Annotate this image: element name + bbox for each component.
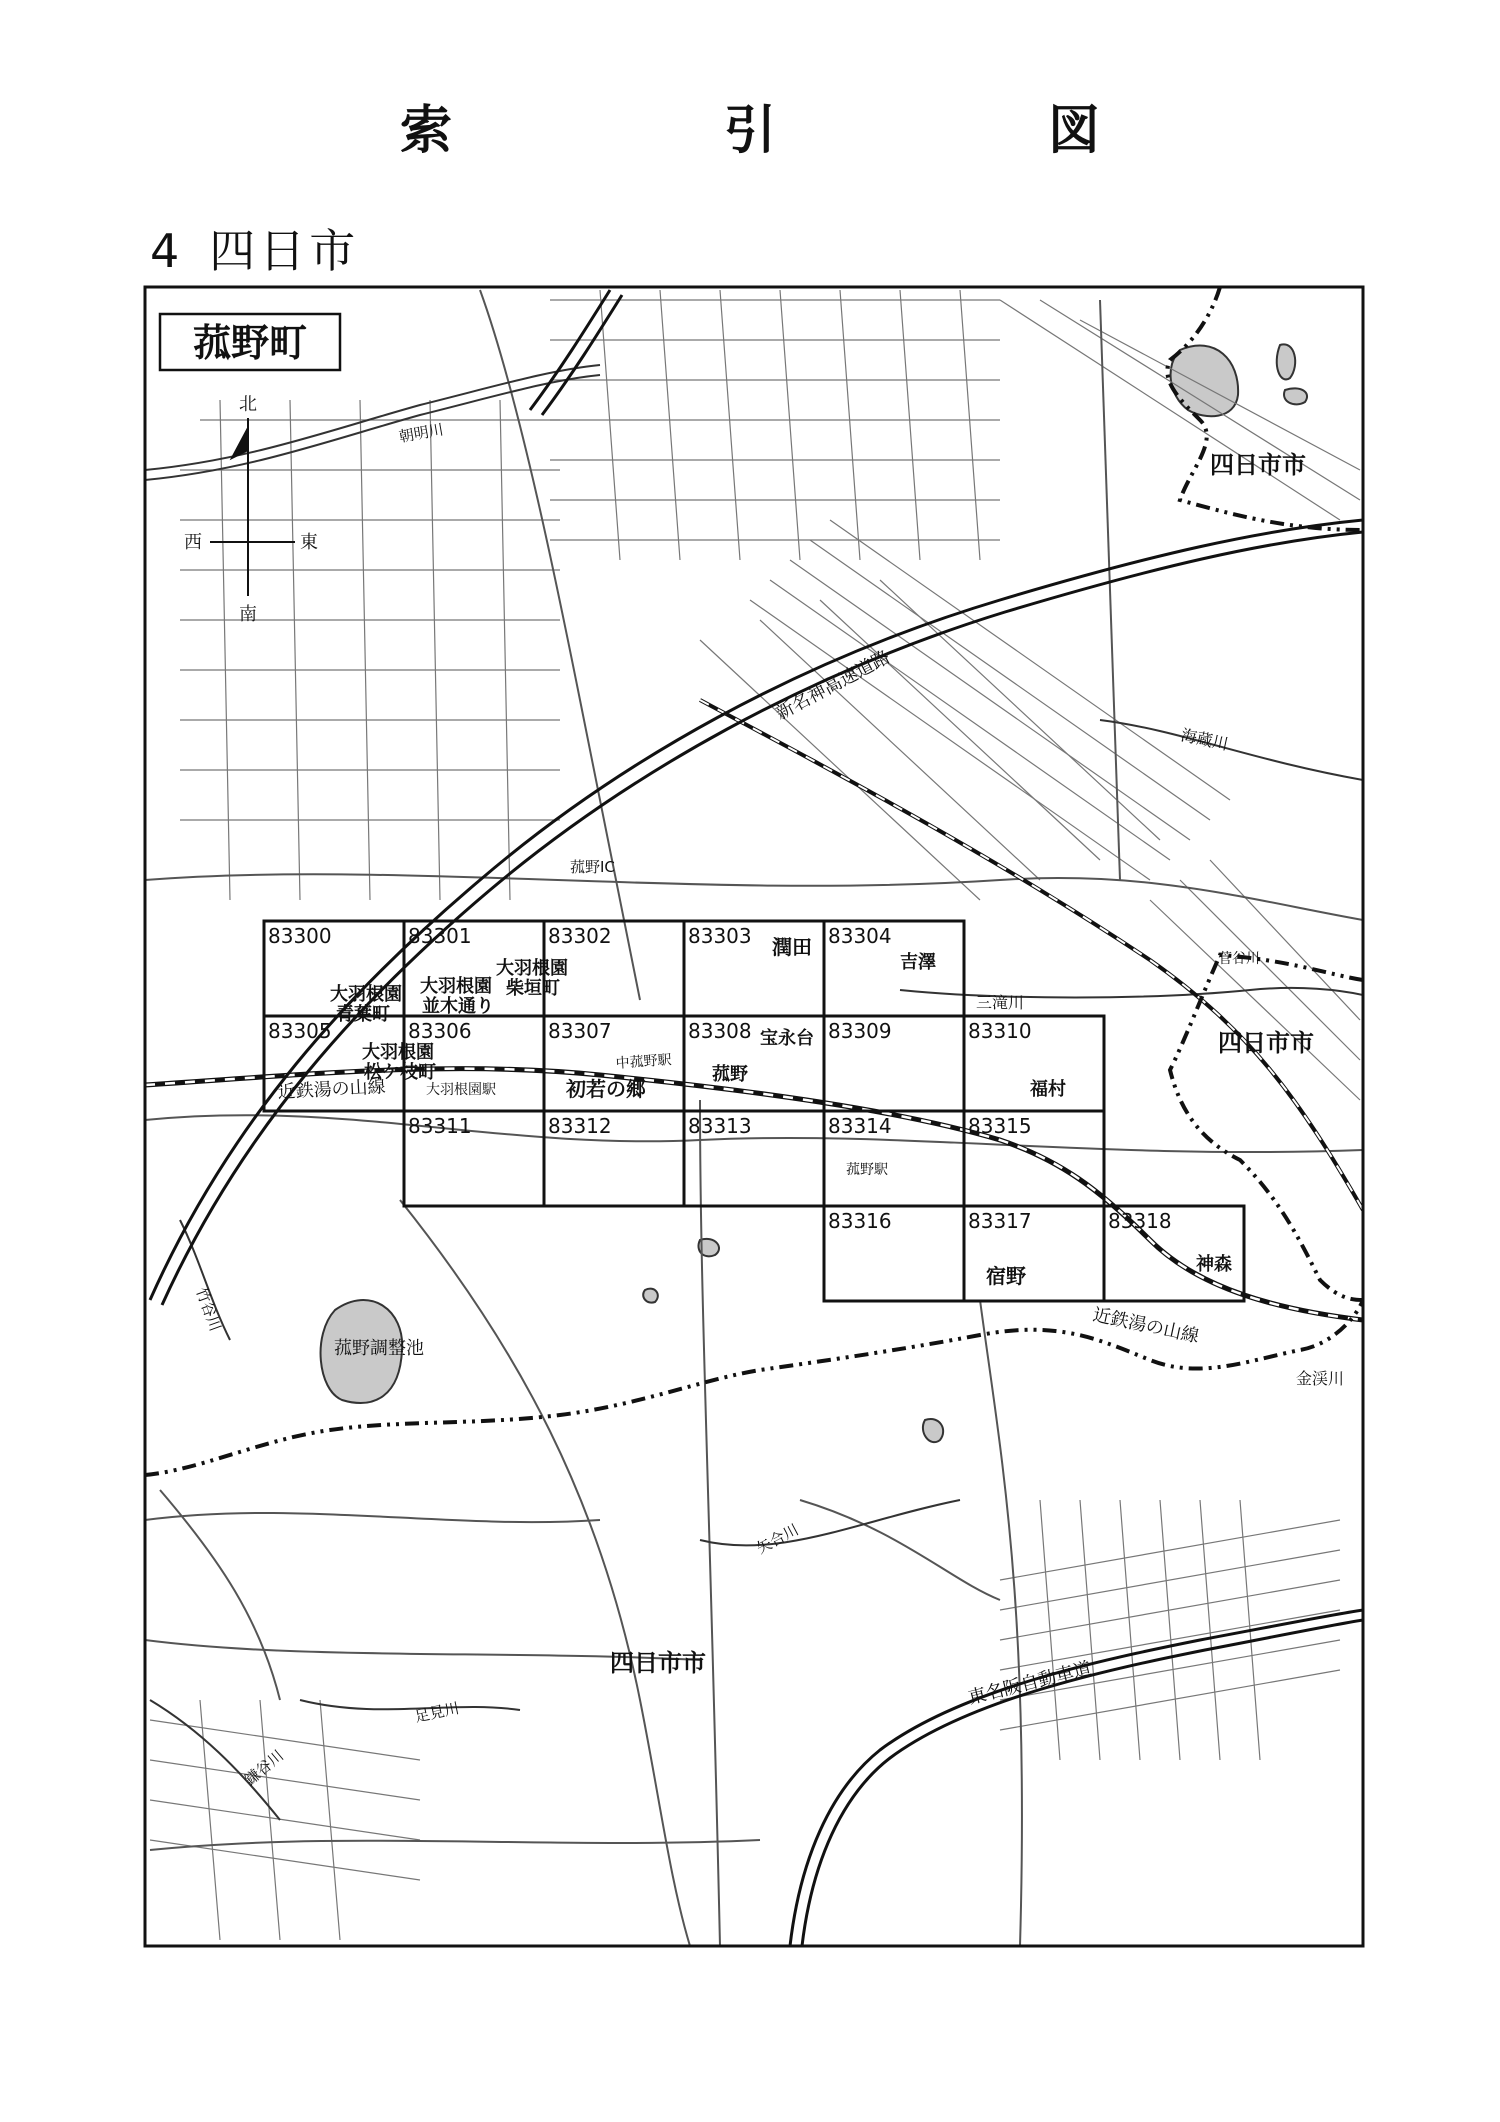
label-komono-station: 菰野駅 [846, 1162, 888, 1178]
label-asake-river: 朝明川 [397, 420, 446, 446]
grid-cell-label: 83302 [548, 924, 612, 948]
label-komono-pond: 菰野調整池 [334, 1338, 424, 1359]
label-kintetsu-2: 近鉄湯の山線 [1090, 1304, 1201, 1348]
urban-grid-south [150, 1500, 1340, 1940]
grid-cell-label: 83317 [968, 1209, 1032, 1233]
grid-cell-label: 83313 [688, 1114, 752, 1138]
north-pond [1171, 346, 1239, 417]
label-hatsuwakanosato: 初若の郷 [566, 1077, 646, 1101]
label-shukuno: 宿野 [986, 1264, 1026, 1288]
south-pond [923, 1419, 943, 1442]
asake-river-line [145, 365, 600, 470]
compass-west: 西 [184, 532, 202, 553]
label-oobane-aoba-1: 大羽根園 [330, 984, 402, 1005]
grid-cell-label: 83303 [688, 924, 752, 948]
north-pond-small [1277, 344, 1295, 379]
index-grid [264, 921, 1244, 1301]
section-number: 4 [150, 224, 184, 278]
water-bodies [321, 344, 1308, 1442]
yasu-river-line [700, 1500, 960, 1545]
label-ashimi-river: 足見川 [413, 1698, 461, 1726]
label-unagi-river: 海蔵川 [1179, 725, 1231, 754]
grid-cell-label: 83309 [828, 1019, 892, 1043]
boundary-east [1170, 955, 1363, 1300]
east-pond [1284, 388, 1307, 404]
grid-cell-label: 83301 [408, 924, 472, 948]
label-nagano-river: 竹谷川 [192, 1285, 225, 1334]
pond-c [643, 1289, 658, 1303]
shinmeishin-expressway-2 [162, 532, 1363, 1305]
label-yasu-river: 矢合川 [753, 1520, 802, 1558]
label-yokkaichi-e: 四日市市 [1218, 1029, 1314, 1057]
shinmeishin-expressway [150, 520, 1363, 1300]
label-oobane-shibagaki-2: 柴垣町 [506, 978, 560, 999]
kintetsu-line-1 [145, 1069, 1363, 1320]
label-kanabu-river: 金渓川 [1296, 1369, 1345, 1388]
railways [145, 700, 1363, 1320]
grid-cell-label: 83304 [828, 924, 892, 948]
label-mitaki-river: 三滝川 [976, 993, 1025, 1012]
grid-cell-label: 83307 [548, 1019, 612, 1043]
label-houeidai: 宝永台 [760, 1028, 814, 1049]
label-junden: 潤田 [772, 935, 812, 959]
label-sugaya-river: 菅谷川 [1218, 951, 1260, 967]
kintetsu-line-1-ties [145, 1069, 1363, 1320]
label-oobane-namiki-2: 並木通り [422, 996, 494, 1017]
grid-cell-label: 83316 [828, 1209, 892, 1233]
label-tomei: 東名阪自動車道 [966, 1657, 1094, 1709]
map-background-layer [145, 287, 1363, 1946]
grid-cell-label: 83318 [1108, 1209, 1172, 1233]
label-kamori: 神森 [1196, 1254, 1232, 1275]
map-frame [145, 287, 1363, 1946]
compass-north: 北 [239, 394, 257, 415]
north-highway [530, 290, 610, 410]
label-fukumura: 福村 [1030, 1079, 1066, 1100]
grid-cell-label: 83305 [268, 1019, 332, 1043]
grid-cell-label: 83300 [268, 924, 332, 948]
label-oobane-shibagaki-1: 大羽根園 [496, 958, 568, 979]
label-oobane-namiki-1: 大羽根園 [420, 976, 492, 997]
asake-river-line-2 [145, 375, 600, 480]
grid-cell-label: 83308 [688, 1019, 752, 1043]
grid-cell-label: 83311 [408, 1114, 472, 1138]
compass [184, 394, 318, 625]
label-oobane-matsu-1: 大羽根園 [362, 1042, 434, 1063]
label-komono: 菰野 [712, 1064, 748, 1085]
page-title: 索 引 図 [399, 101, 1210, 161]
label-yoshizawa: 吉澤 [900, 952, 936, 973]
label-kamaya-river: 鎌谷川 [241, 1746, 288, 1790]
grid-cell-label: 83312 [548, 1114, 612, 1138]
grid-cell-label: 83315 [968, 1114, 1032, 1138]
label-oobane-matsu-2: 松ケ枝町 [364, 1062, 436, 1083]
label-oobane-aoba-2: 青葉町 [336, 1004, 390, 1025]
town-label: 菰野町 [192, 321, 308, 365]
grid-cell-label: 83310 [968, 1019, 1032, 1043]
label-yokkaichi-s: 四日市市 [610, 1649, 706, 1677]
label-oobane-station: 大羽根園駅 [426, 1082, 496, 1098]
ashimi-river-line [300, 1700, 520, 1710]
compass-east: 東 [300, 532, 318, 553]
label-shinmeishin: 新名神高速道路 [772, 646, 894, 725]
grid-cell-label: 83306 [408, 1019, 472, 1043]
north-highway-2 [542, 295, 622, 415]
urban-grid-north [180, 290, 1360, 1100]
compass-south: 南 [239, 604, 257, 625]
section-name: 四日市 [209, 224, 360, 278]
label-yokkaichi-ne: 四日市市 [1210, 451, 1306, 479]
label-kintetsu-1: 近鉄湯の山線 [277, 1076, 387, 1103]
label-nakakomono-station: 中菰野駅 [615, 1052, 673, 1072]
grid-cell-label: 83314 [828, 1114, 892, 1138]
label-komono-ic: 菰野IC [570, 858, 615, 876]
